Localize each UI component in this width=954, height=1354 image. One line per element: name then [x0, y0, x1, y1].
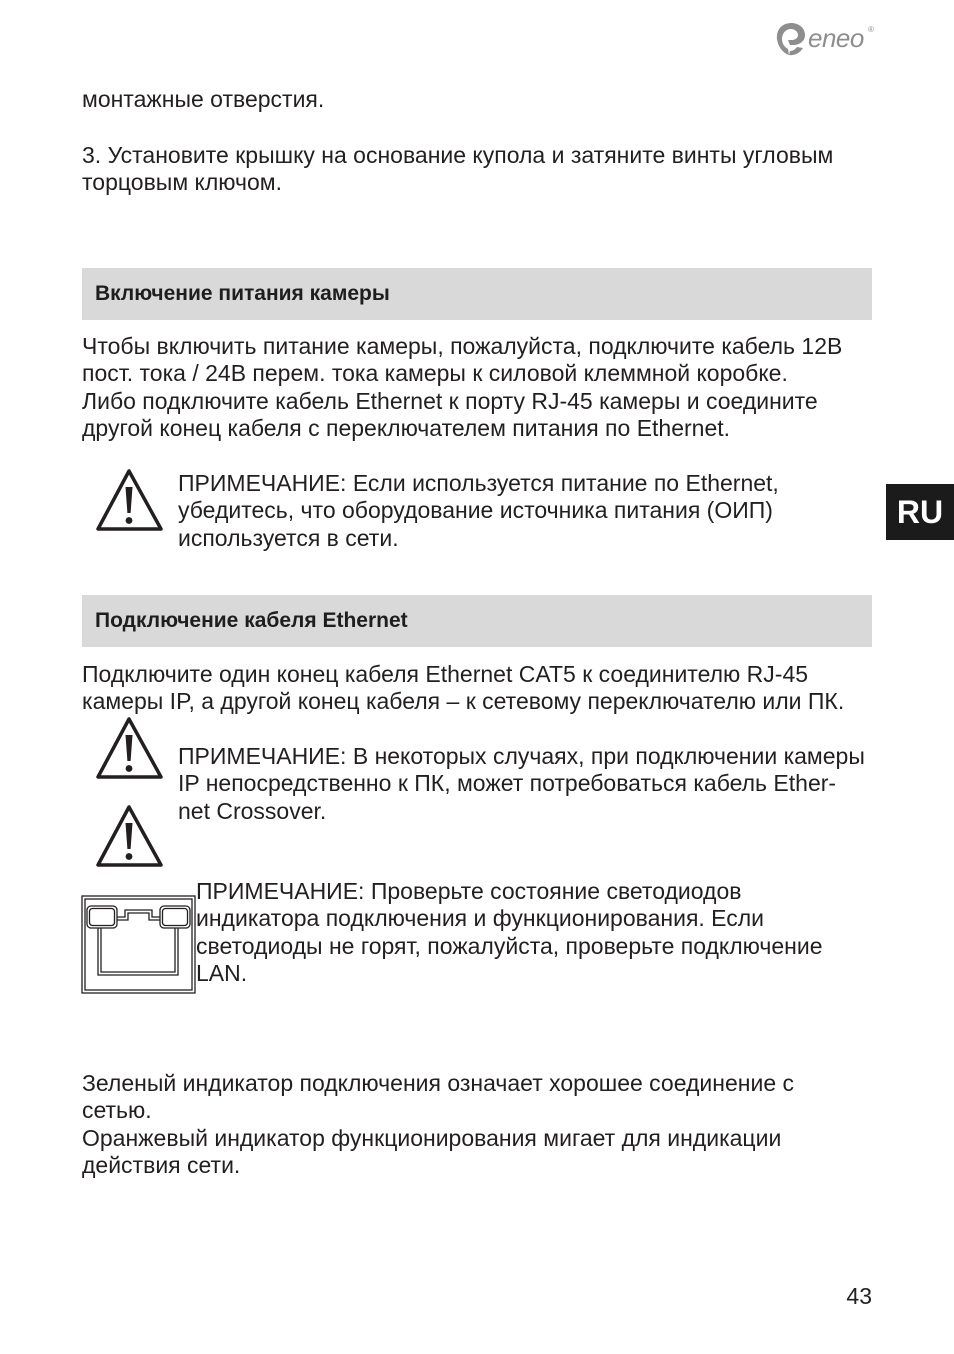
text-line: ПРИМЕЧАНИЕ: В некоторых случаях, при подключении камеры	[178, 743, 865, 769]
ethernet-section-heading: Подключение кабеля Ethernet	[95, 609, 408, 632]
text-line: Подключите один конец кабеля Ethernet CAT5 к соединителю RJ-45	[82, 661, 809, 687]
text-line: другой конец кабеля с переключателем питания по Ethernet.	[82, 415, 731, 442]
text-line: светодиоды не горят, пожалуйста, проверьте подключение	[196, 932, 823, 959]
page-number: 43	[846, 1283, 872, 1309]
text-line: пост. тока / 24В перем. тока камеры к силовой клеммной коробке.	[82, 360, 788, 387]
rj45-port-icon	[81, 895, 196, 994]
eneo-swirl-logo-icon	[774, 20, 808, 58]
ethernet-section-body	[82, 661, 844, 716]
text-line: торцовым ключом.	[82, 169, 282, 196]
led-note	[196, 878, 823, 988]
power-note	[178, 470, 779, 552]
power-section-heading: Включение питания камеры	[95, 282, 390, 305]
led-description	[82, 1070, 794, 1180]
text-line: ПРИМЕЧАНИЕ: Если используется питание по Ethernet,	[178, 470, 779, 496]
logo-registered-mark: ®	[868, 25, 874, 34]
warning-triangle-icon	[96, 468, 164, 532]
text-line: LAN.	[196, 960, 248, 987]
warning-triangle-icon	[96, 804, 164, 868]
logo-wordmark: eneo	[808, 23, 864, 53]
text-line: Зеленый индикатор подключения означает хорошее соединение с	[82, 1070, 795, 1096]
ethernet-section-heading-bar	[82, 595, 872, 647]
text-line: ПРИМЕЧАНИЕ: Проверьте состояние светодиодов	[196, 878, 742, 904]
warning-triangle-icon	[96, 716, 164, 780]
text-line: Либо подключите кабель Ethernet к порту RJ-45 камеры и соедините	[82, 387, 818, 414]
text-line: Оранжевый индикатор функционирования мигает для индикации	[82, 1124, 782, 1151]
text-line: камеры IP, а другой конец кабеля – к сетевому переключателю или ПК.	[82, 688, 845, 715]
text-line: 3. Установите крышку на основание купола и затяните винты угловым	[82, 142, 834, 168]
eneo-logo	[774, 20, 884, 58]
text-line: используется в сети.	[178, 524, 399, 551]
text-line: net Crossover.	[178, 797, 327, 824]
text-line: действия сети.	[82, 1152, 241, 1179]
crossover-note	[178, 743, 865, 825]
mounting-holes-continuation	[82, 86, 324, 113]
power-section-heading-bar	[82, 268, 872, 320]
language-tab: RU	[886, 484, 954, 540]
text-line: IP непосредственно к ПК, может потребоваться кабель Ether-	[178, 770, 837, 797]
text-line: монтажные отверстия.	[82, 86, 325, 112]
power-section-body	[82, 333, 842, 443]
text-line: сетью.	[82, 1097, 152, 1124]
text-line: убедитесь, что оборудование источника питания (ОИП)	[178, 497, 773, 524]
text-line: Чтобы включить питание камеры, пожалуйста, подключите кабель 12В	[82, 333, 843, 359]
text-line: индикатора подключения и функционирования. Если	[196, 905, 765, 932]
step-3-paragraph	[82, 142, 833, 197]
